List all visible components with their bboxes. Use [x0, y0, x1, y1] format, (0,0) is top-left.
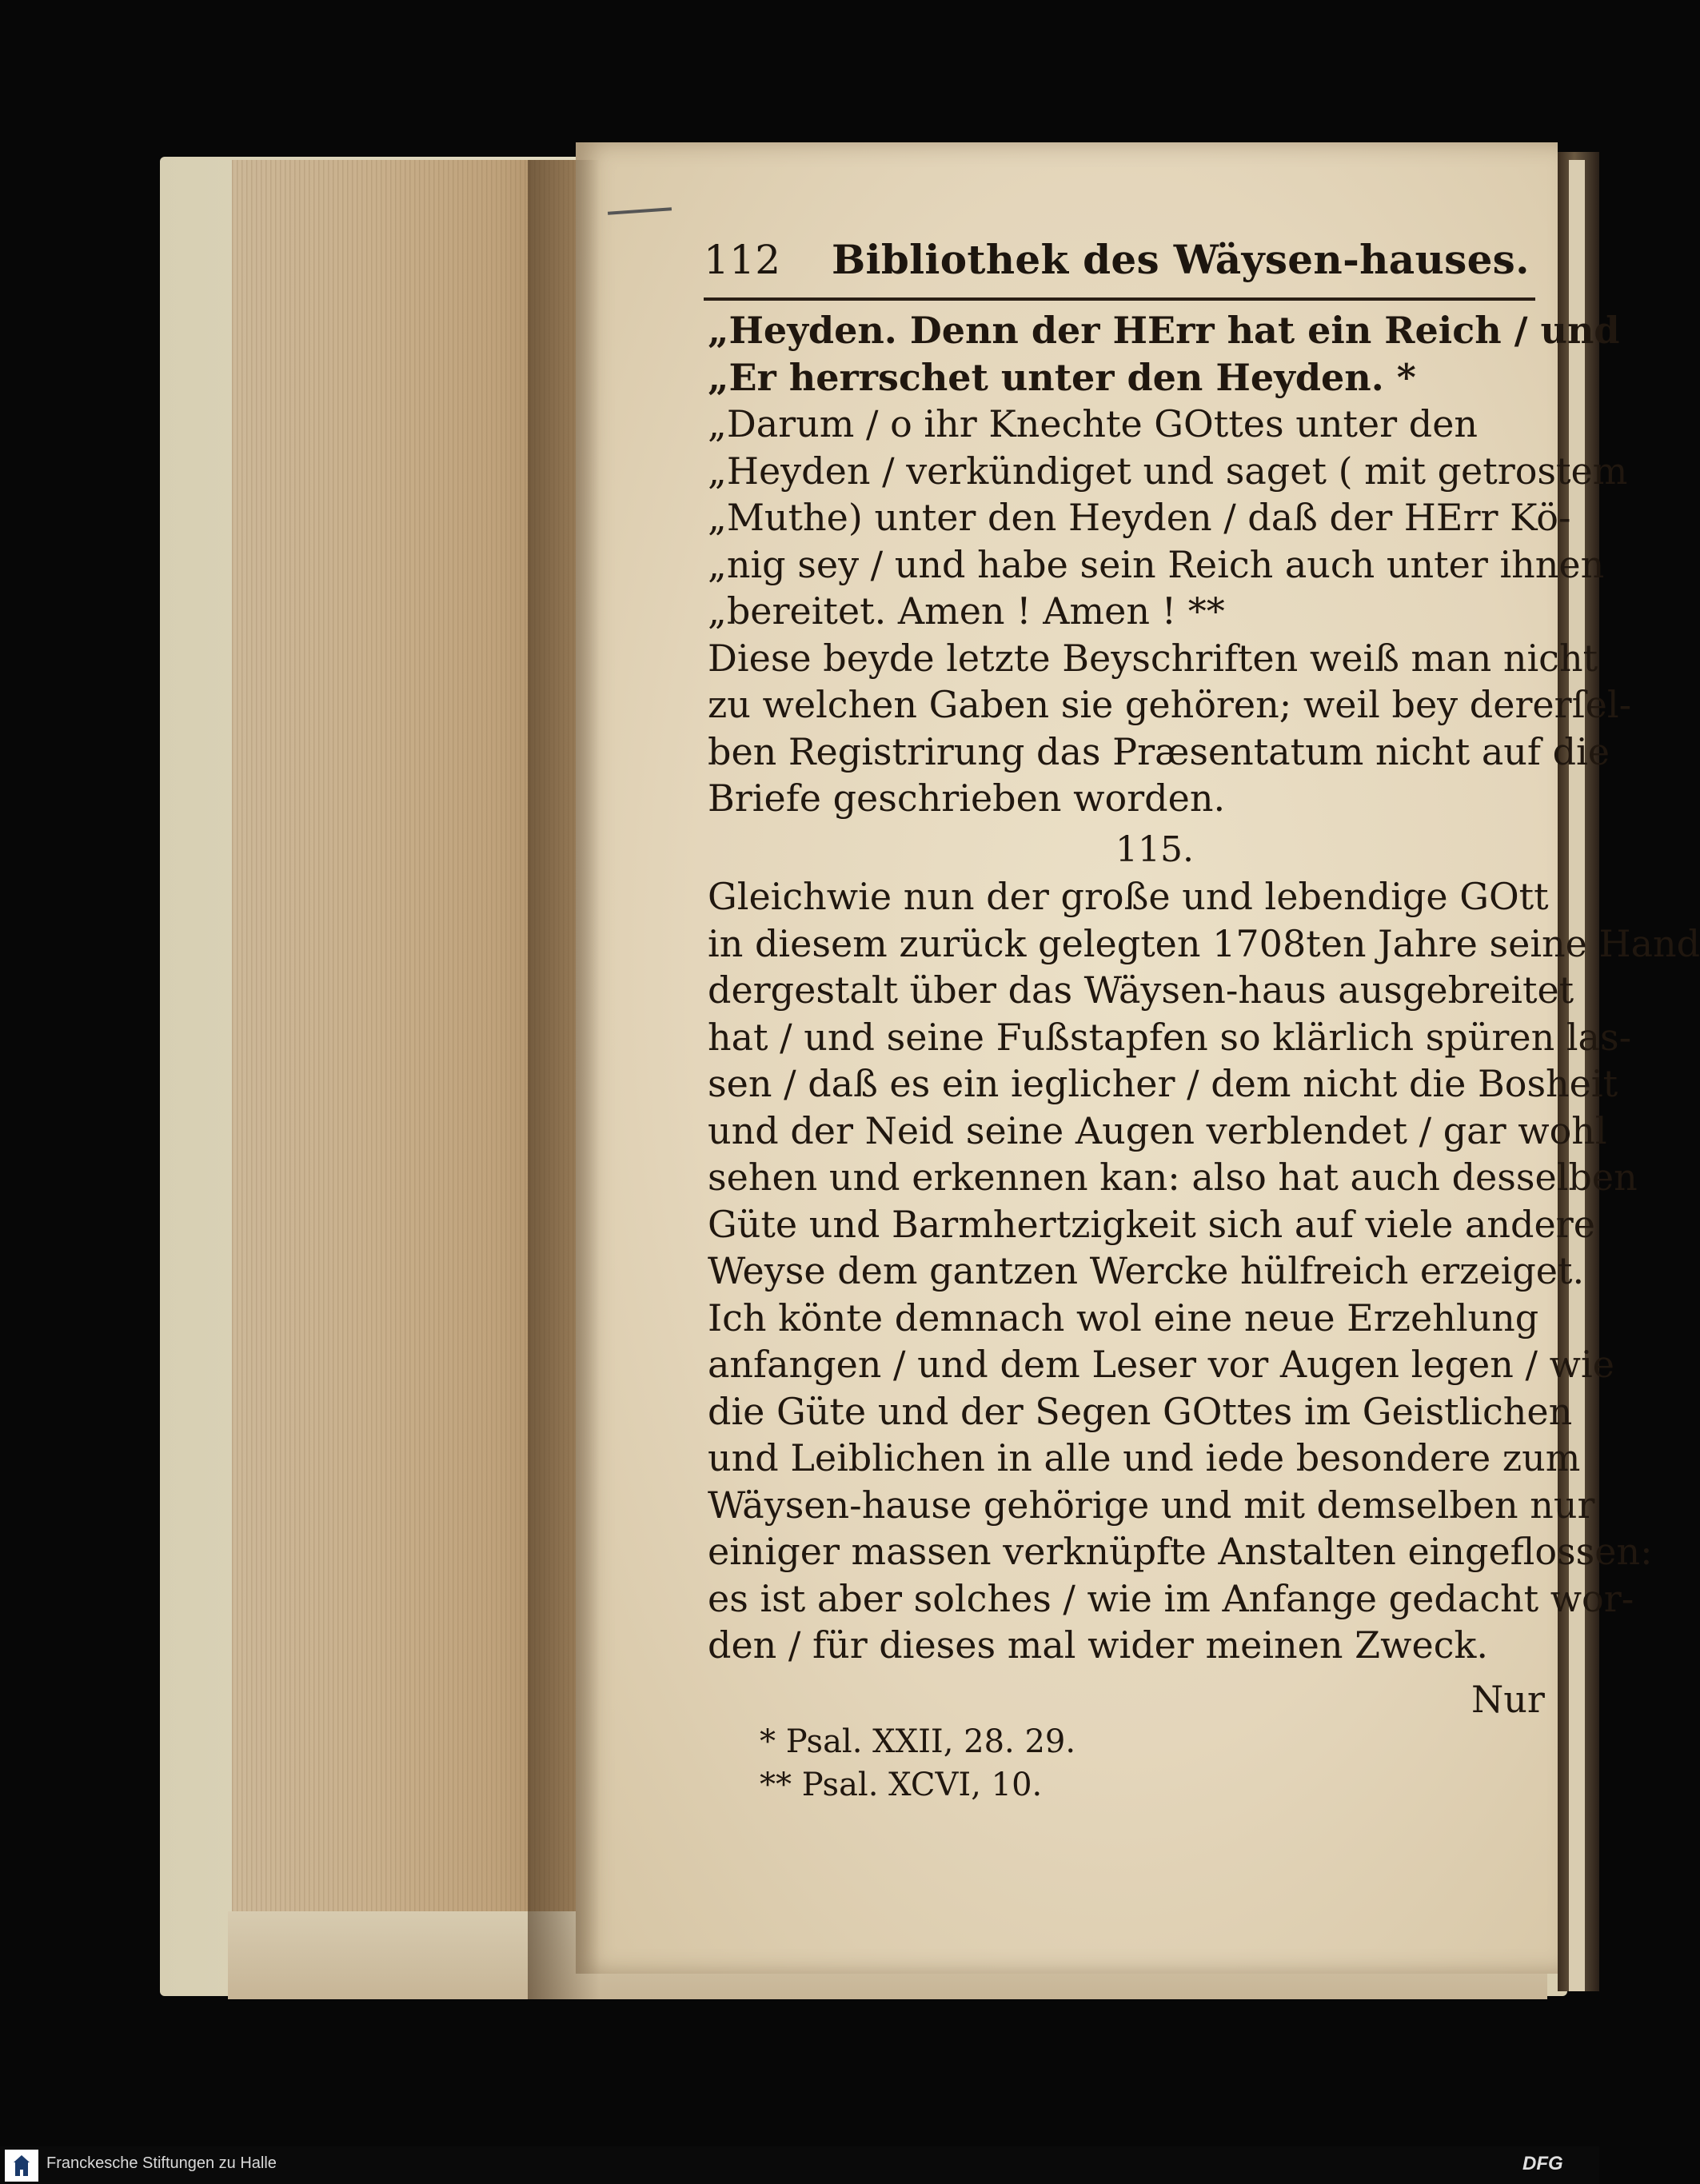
body-line: „nig sey / und habe sein Reich auch unter ihnen [708, 542, 1605, 586]
body-line: ben Registrirung das Præsentatum nicht auf die [708, 729, 1610, 773]
body-line: es ist aber solches / wie im Anfange gedacht wor- [708, 1576, 1634, 1620]
body-line: anfangen / und dem Leser vor Augen legen / wie [708, 1343, 1614, 1386]
body-line: sehen und erkennen kan: also hat auch desselben [708, 1156, 1638, 1199]
body-line: „bereitet. Amen ! Amen ! ** [708, 589, 1225, 633]
building-icon [12, 2154, 31, 2178]
body-line: und Leiblichen in alle und iede besondere zum [708, 1436, 1581, 1479]
body-line: „Darum / o ihr Knechte GOttes unter den [708, 402, 1479, 445]
institution-name: Franckesche Stiftungen zu Halle [46, 2154, 277, 2172]
footnote-1: * Psal. XXII, 28. 29. [760, 1723, 1076, 1760]
body-line: „Muthe) unter den Heyden / daß der HErr Kö- [708, 496, 1571, 539]
body-line: „Heyden. Denn der HErr hat ein Reich / und [708, 309, 1620, 352]
body-line: dergestalt über das Wäysen-haus ausgebreitet [708, 968, 1574, 1012]
body-line: Diese beyde letzte Beyschriften weiß man nicht [708, 636, 1598, 680]
gutter-shadow [528, 160, 600, 1999]
running-title: Bibliothek des Wäysen-hauses. [832, 236, 1530, 283]
body-line: den / für dieses mal wider meinen Zweck. [708, 1623, 1488, 1667]
section-number: 115. [1115, 829, 1194, 870]
body-line: Ich könte demnach wol eine neue Erzehlung [708, 1296, 1539, 1340]
body-line: in diesem zurück gelegten 1708ten Jahre seine Hand [708, 921, 1700, 965]
footnote-2: ** Psal. XCVI, 10. [760, 1767, 1043, 1803]
dfg-logo: DFG [1522, 2153, 1563, 2174]
page-number: 112 [704, 237, 781, 283]
body-line: sen / daß es ein ieglicher / dem nicht die Bosheit [708, 1062, 1618, 1105]
body-line: „Heyden / verkündiget und saget ( mit getrostem [708, 449, 1628, 493]
body-line: und der Neid seine Augen verblendet / gar wohl [708, 1108, 1607, 1152]
body-line: zu welchen Gaben sie gehören; weil bey dererſel- [708, 683, 1632, 726]
institution-logo [5, 2150, 38, 2182]
body-line: hat / und seine Fußstapfen so klärlich spüren las- [708, 1015, 1632, 1059]
body-line: „Er herrschet unter den Heyden. * [708, 355, 1416, 399]
body-line: Güte und Barmhertzigkeit sich auf viele andere [708, 1202, 1595, 1246]
header-rule [704, 297, 1535, 301]
page-header [704, 232, 1551, 296]
catchword: Nur [1471, 1678, 1545, 1721]
body-line: Briefe geschrieben worden. [708, 777, 1226, 820]
body-line: Gleichwie nun der große und lebendige GOtt [708, 875, 1549, 918]
body-line: Wäysen-hause gehörige und mit demselben nur [708, 1483, 1595, 1527]
body-line: Weyse dem gantzen Wercke hülfreich erzeiget. [708, 1249, 1585, 1292]
body-line: einiger massen verknüpfte Anstalten eingeflossen: [708, 1530, 1653, 1573]
body-line: die Güte und der Segen GOttes im Geistlichen [708, 1389, 1573, 1433]
